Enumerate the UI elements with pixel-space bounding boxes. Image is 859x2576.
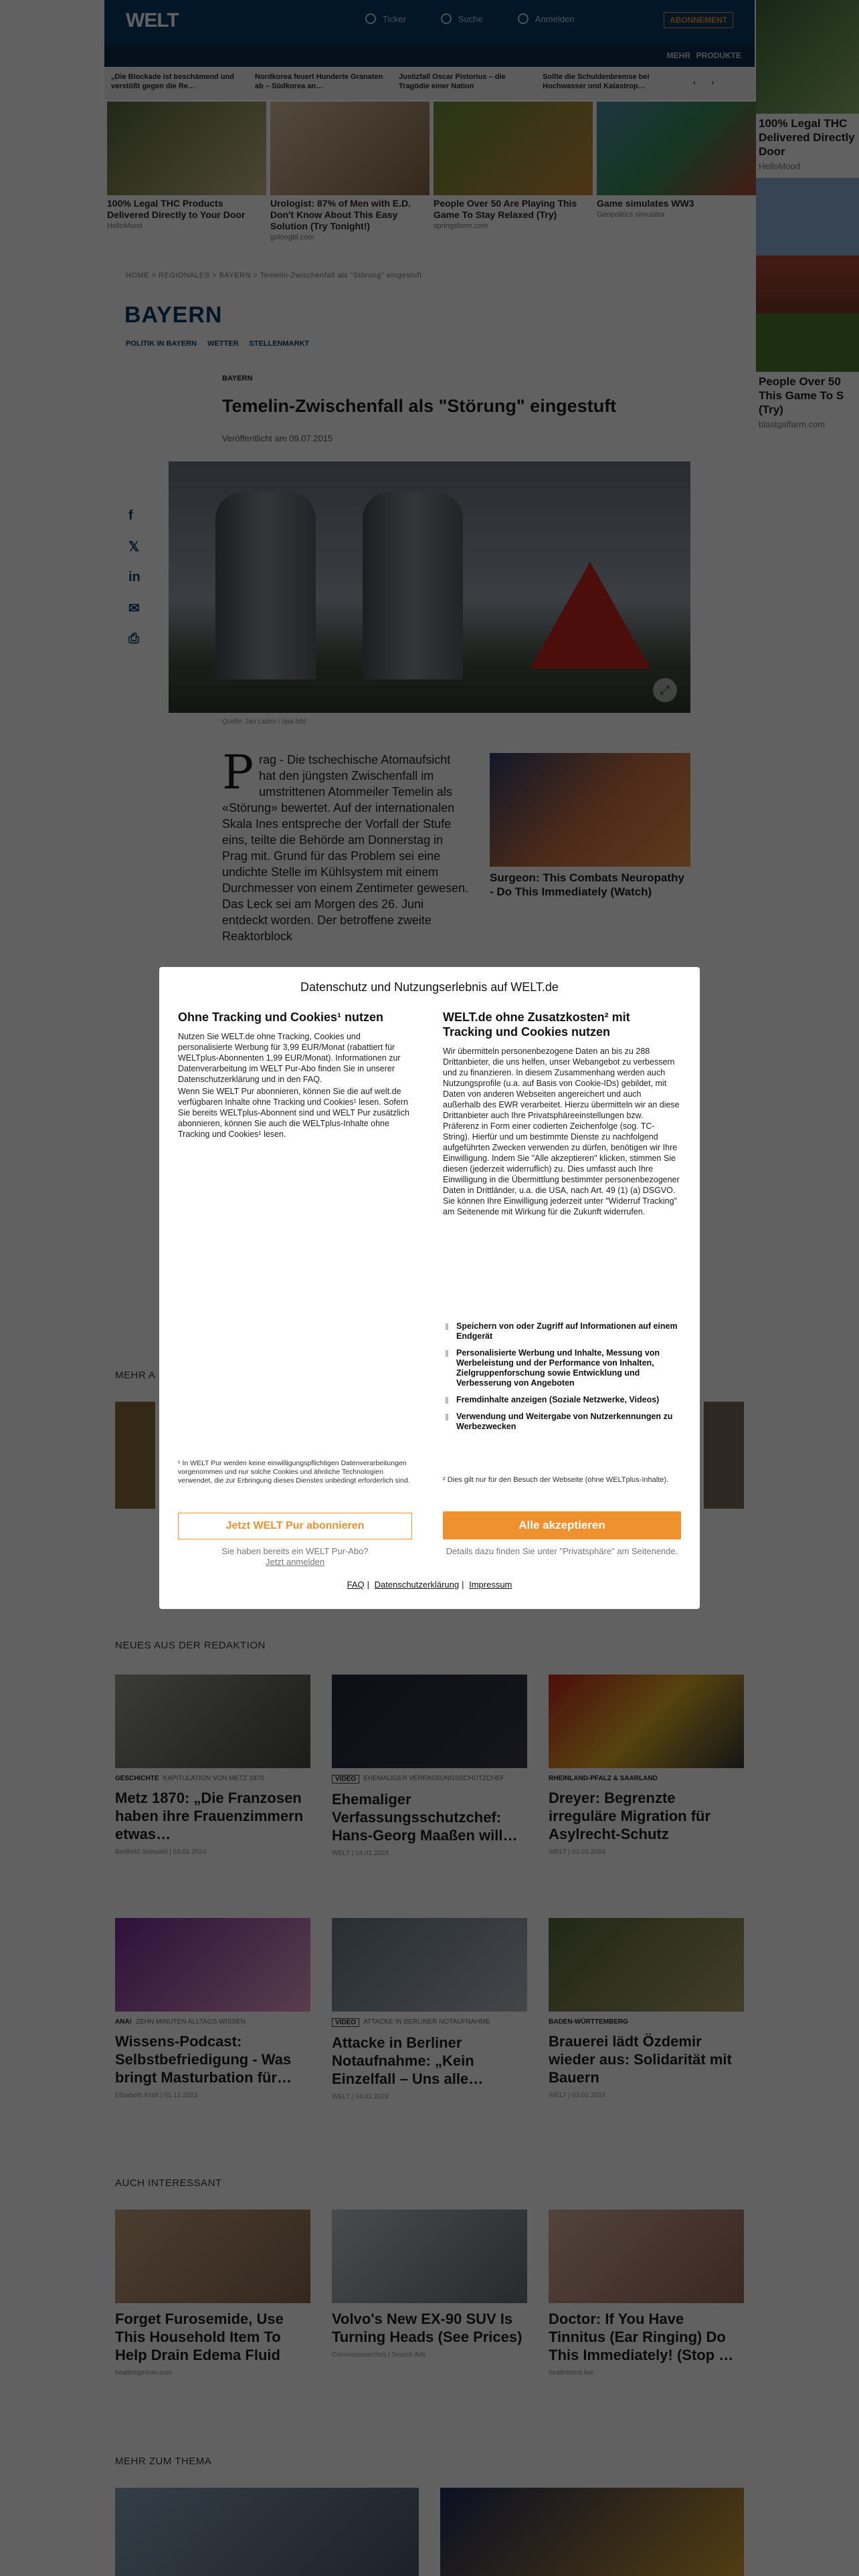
privacy-link[interactable]: Datenschutzerklärung bbox=[374, 1580, 460, 1590]
imprint-link[interactable]: Impressum bbox=[469, 1580, 512, 1590]
left-footnote: ¹ In WELT Pur werden keine einwilligungspflichtigen Datenverarbeitungen vorgenommen und nur solche Cookies und ähnliche Technologien verwendet, die zur Erbringung dieses Dienstes unbedingt erforderlich sind. bbox=[178, 1459, 410, 1485]
purpose-item[interactable]: Fremdinhalte anzeigen (Soziale Netzwerke, Videos) bbox=[443, 1395, 681, 1405]
right-paragraph: Wir übermitteln personenbezogene Daten an bis zu 288 Drittanbieter, die uns helfen, unser Webangebot zu verbessern und zu finanzieren. In diesem Zusammenhang werden auch Nutzungsprofile (u.a. auf Basis von Cookie-IDs) gebildet, mit Daten von anderen Webseiten angereichert und auch außerhalb des EWR verarbeitet. Hierzu übermitteln wir an diese Drittanbieter auch Ihre Privatsphäreeinstellungen bzw. Präferenz in Form einer codierten Zeichenfolge (sog. TC-String). Hierfür und um bestimmte Dienste zu nachfolgend aufgeführten Zwecken verwenden zu dürfen, benötigen wir Ihre Einwilligung. Indem Sie "Alle akzeptieren" klicken, stimmen Sie diesen (jederzeit widerruflich) zu. Dies umfasst auch Ihre Einwilligung in die Übermittlung bestimmter personenbezogener Daten in Drittländer, u.a. die USA, nach Art. 49 (1) (a) DSGVO. Sie können Ihre Einwilligung jederzeit unter "Widerruf Tracking" am Seitenende mit Wirkung für die Zukunft widerrufen. bbox=[443, 1047, 680, 1216]
purpose-item[interactable]: Personalisierte Werbung und Inhalte, Messung von Werbeleistung und der Performance von Inhalten, Zielgruppenforschung sowie Entwicklung und Verbesserung von Angeboten bbox=[443, 1348, 681, 1388]
login-link[interactable]: Jetzt anmelden bbox=[265, 1557, 325, 1567]
purpose-list bbox=[443, 1321, 681, 1438]
left-paragraph-1: Nutzen Sie WELT.de ohne Tracking, Cookies und personalisierte Werbung für 3,99 EUR/Monat (rabattiert für WELTplus-Abonnenten 1,99 EUR/Monat). Informationen zur Datenverarbeitung im WELT Pur-Abo finden Sie in unserer Datenschutzerklärung und in den FAQ. bbox=[178, 1032, 401, 1084]
left-heading: Ohne Tracking und Cookies¹ nutzen bbox=[178, 1010, 384, 1024]
consent-left-column bbox=[178, 1010, 412, 1140]
faq-link[interactable]: FAQ bbox=[347, 1580, 365, 1590]
purpose-item[interactable]: Speichern von oder Zugriff auf Informationen auf einem Endgerät bbox=[443, 1321, 681, 1341]
consent-dialog bbox=[159, 967, 700, 1609]
consent-right-column bbox=[443, 1010, 681, 1217]
already-text: Sie haben bereits ein WELT Pur-Abo? bbox=[221, 1546, 369, 1556]
left-paragraph-2: Wenn Sie WELT Pur abonnieren, können Sie die auf welt.de verfügbaren Inhalte ohne Tracking und Cookies¹ lesen. Sofern Sie bereits WELTplus-Abonnent sind und WELT Pur zusätzlich abonnieren, können Sie auch die WELTplus-Inhalte ohne Tracking und Cookies¹ lesen. bbox=[178, 1087, 409, 1139]
already-subscribed bbox=[178, 1546, 412, 1568]
right-heading: WELT.de ohne Zusatzkosten² mit Tracking und Cookies nutzen bbox=[443, 1010, 630, 1039]
right-footnote: ² Dies gilt nur für den Besuch der Webseite (ohne WELTplus-Inhalte). bbox=[443, 1476, 669, 1484]
consent-title: Datenschutz und Nutzungserlebnis auf WELT.de bbox=[300, 980, 559, 994]
purpose-item[interactable]: Verwendung und Weitergabe von Nutzerkennungen zu Werbezwecken bbox=[443, 1412, 681, 1432]
accept-all-button[interactable]: Alle akzeptieren bbox=[443, 1511, 681, 1539]
details-note: Details dazu finden Sie unter "Privatsphäre" am Seitenende. bbox=[446, 1546, 678, 1556]
consent-links: FAQ | Datenschutzerklärung | Impressum bbox=[347, 1580, 512, 1590]
welt-pur-subscribe-button[interactable]: Jetzt WELT Pur abonnieren bbox=[178, 1513, 412, 1539]
